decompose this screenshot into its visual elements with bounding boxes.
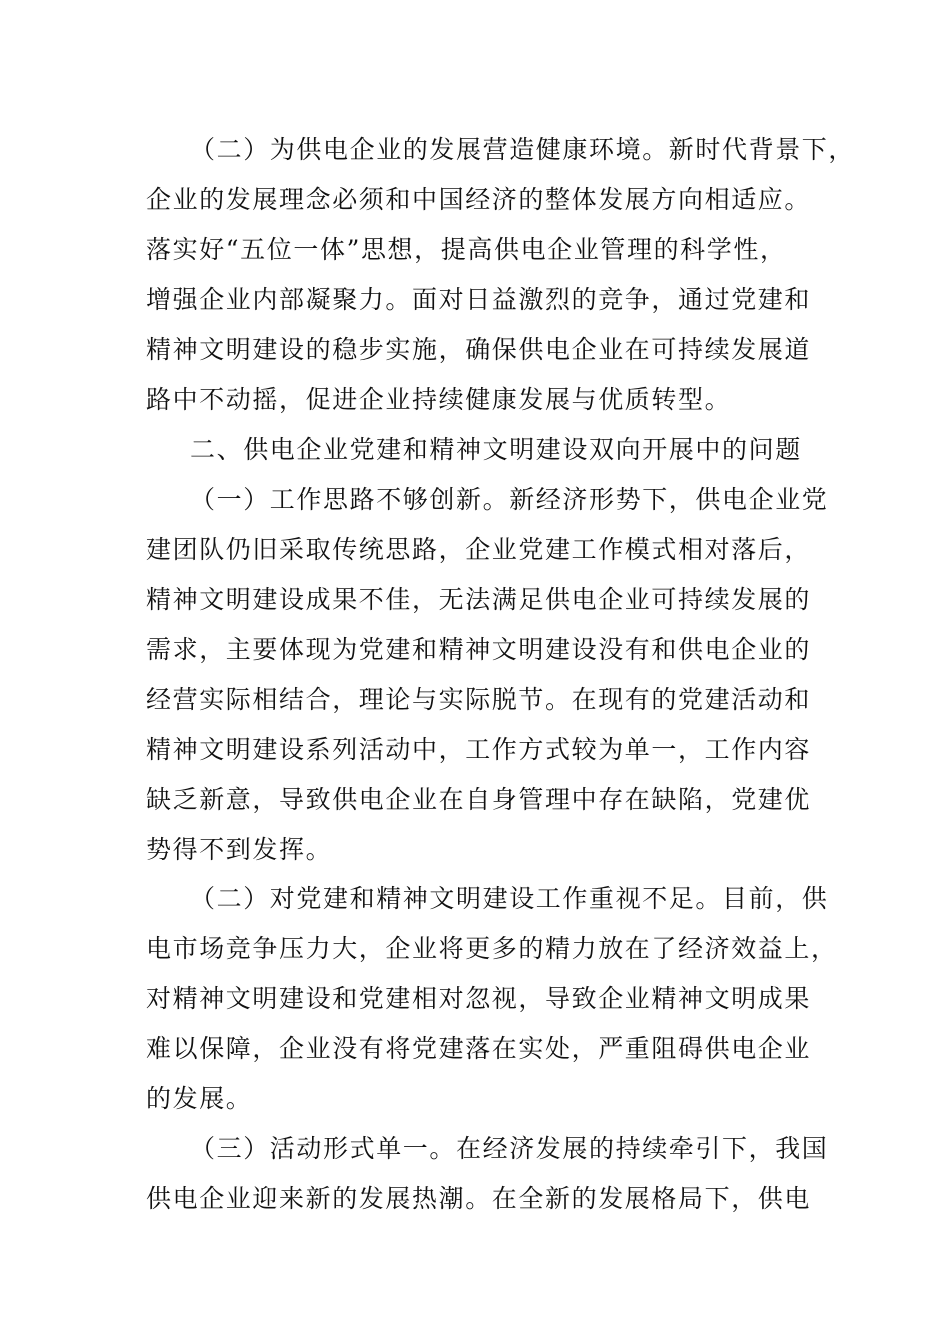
paragraph-line: 缺乏新意，导致供电企业在自身管理中存在缺陷，党建优 (146, 785, 812, 814)
paragraph-line: 企业的发展理念必须和中国经济的整体发展方向相适应。 (146, 185, 812, 214)
paragraph-line: 增强企业内部凝聚力。面对日益激烈的竞争，通过党建和 (146, 285, 812, 314)
paragraph-line: 供电企业迎来新的发展热潮。在全新的发展格局下，供电 (146, 1184, 812, 1213)
paragraph-line: 需求，主要体现为党建和精神文明建设没有和供电企业的 (146, 635, 812, 664)
paragraph-line: 势得不到发挥。 (146, 835, 333, 864)
paragraph-line: 的发展。 (146, 1084, 253, 1113)
section-heading: 二、供电企业党建和精神文明建设双向开展中的问题 (190, 435, 802, 464)
paragraph-line: 精神文明建设的稳步实施，确保供电企业在可持续发展道 (146, 335, 812, 364)
paragraph-line: （一）工作思路不够创新。新经济形势下，供电企业党 (190, 485, 829, 514)
paragraph-line: 路中不动摇，促进企业持续健康发展与优质转型。 (146, 385, 732, 414)
paragraph-line: 难以保障，企业没有将党建落在实处，严重阻碍供电企业 (146, 1034, 812, 1063)
paragraph-line: 建团队仍旧采取传统思路，企业党建工作模式相对落后， (146, 535, 812, 564)
paragraph-line: 精神文明建设系列活动中，工作方式较为单一，工作内容 (146, 735, 812, 764)
paragraph-line: 对精神文明建设和党建相对忽视，导致企业精神文明成果 (146, 984, 812, 1013)
paragraph-line: （二）为供电企业的发展营造健康环境。新时代背景下， (190, 135, 856, 164)
paragraph-line: 精神文明建设成果不佳，无法满足供电企业可持续发展的 (146, 585, 812, 614)
paragraph-line: （三）活动形式单一。在经济发展的持续牵引下，我国 (190, 1134, 829, 1163)
paragraph-line: （二）对党建和精神文明建设工作重视不足。目前，供 (190, 884, 829, 913)
paragraph-line: 电市场竞争压力大，企业将更多的精力放在了经济效益上， (146, 934, 838, 963)
paragraph-line: 落实好“五位一体”思想，提高供电企业管理的科学性， (146, 235, 787, 264)
paragraph-line: 经营实际相结合，理论与实际脱节。在现有的党建活动和 (146, 685, 812, 714)
